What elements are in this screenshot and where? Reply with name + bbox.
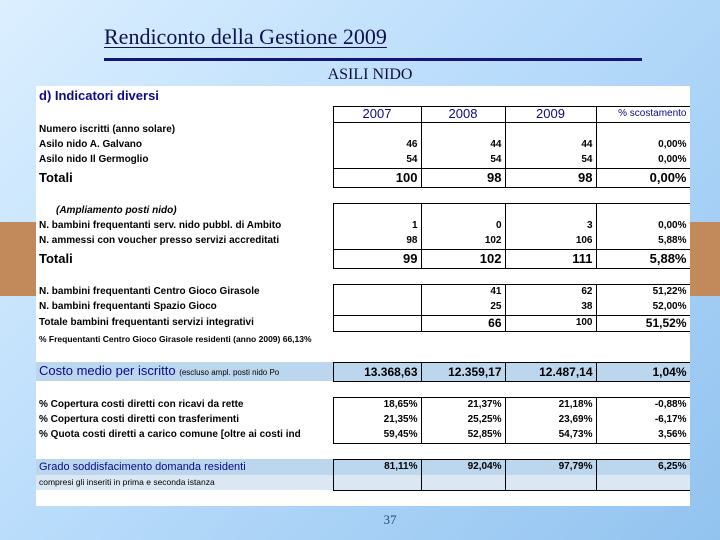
section-title: d) Indicatori diversi [39,88,159,103]
indicator-table [36,86,690,491]
block3-total-row: Totale bambini frequentanti servizi integrativi 66 100 51,52% [36,315,690,331]
table-row: % Copertura costi diretti con ricavi da rette 18,65% 21,37% 21,18% -0,88% [36,397,690,413]
cost-note: (escluso ampl. posti nido Po [179,367,280,377]
table-row: N. bambini frequentanti Spazio Gioco 25 38 52,00% [36,300,690,316]
block1-heading: Numero iscritti (anno solare) [39,123,176,135]
left-accent-band [0,222,36,296]
block3-note-row [36,331,690,347]
page-number: 37 [383,512,397,527]
slide-subtitle: ASILI NIDO [327,66,413,83]
cost-label: Costo medio per iscritto [39,362,176,378]
table-row: Asilo nido A. Galvano 46 44 44 0,00% [36,138,690,153]
block3-note: % Frequentanti Centro Gioco Girasole residenti (anno 2009) 66,13% [39,334,312,344]
demand-note-row [36,475,690,491]
slide-title: Rendiconto della Gestione 2009 [104,24,387,49]
title-rule [104,58,642,61]
block1-total-row: Totali 100 98 98 0,00% [36,168,690,187]
header-row [36,106,690,122]
demand-note: compresi gli inseriti in prima e seconda istanza [36,475,333,491]
block2-total-row: Totali 99 102 111 5,88% [36,249,690,268]
indicator-table-sheet [36,86,690,506]
table-row: % Quota costi diretti a carico comune [oltre ai costi ind 59,45% 52,85% 54,73% 3,56% [36,428,690,444]
right-accent-band [690,222,720,296]
block2-heading: (Ampliamento posti nido) [56,204,177,216]
header-2008: 2008 [421,106,505,122]
table-row: N. bambini frequentanti serv. nido pubbl. di Ambito 1 0 3 0,00% [36,219,690,234]
table-row: N. ammessi con voucher presso servizi accreditati 98 102 106 5,88% [36,234,690,250]
header-pct: % scostamento [596,106,690,122]
header-2009: 2009 [505,106,596,122]
table-row: % Copertura costi diretti con trasferimenti 21,35% 25,25% 23,69% -6,17% [36,413,690,428]
demand-row: Grado soddisfacimento domanda residenti 81,11% 92,04% 97,79% 6,25% [36,459,690,475]
table-row: Asilo nido Il Germoglio 54 54 54 0,00% [36,153,690,169]
section-title-row [36,86,690,106]
block1-heading-row [36,122,690,138]
cost-row: Costo medio per iscritto (escluso ampl. posti nido Po 13.368,63 12.359,17 12.487,14 1,04% [36,362,690,381]
table-row: N. bambini frequentanti Centro Gioco Girasole 41 62 51,22% [36,284,690,300]
block2-heading-row [36,203,690,219]
header-2007: 2007 [333,106,421,122]
